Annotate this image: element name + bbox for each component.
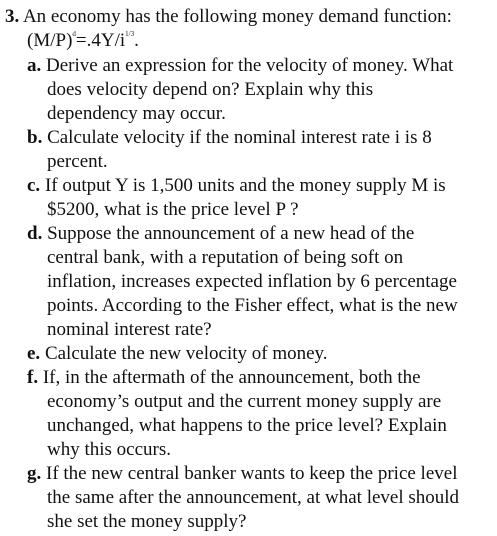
part-c-line-2: $5200, what is the price level P ? [47, 199, 299, 220]
part-f-text: If, in the aftermath of the announcement, both the [42, 367, 421, 388]
part-d-line-3: inflation, increases expected inflation by 6 percentage [47, 271, 457, 292]
part-f-letter: f. [27, 367, 39, 388]
part-g-line-1 [27, 463, 457, 485]
part-c-letter: c. [27, 175, 41, 196]
problem-intro-text: An economy has the following money demand function: [22, 6, 452, 27]
part-d-line-5: nominal interest rate? [47, 319, 212, 340]
problem-number: 3. [5, 6, 20, 27]
part-g-letter: g. [27, 463, 42, 484]
formula-exponent: 1/3 [125, 30, 135, 38]
part-b-letter: b. [27, 127, 43, 148]
part-d-letter: d. [27, 223, 43, 244]
part-f-line-2: economy’s output and the current money supply are [47, 391, 442, 412]
part-a-text: Derive an expression for the velocity of money. What [46, 55, 454, 76]
part-d-line-2: central bank, with a reputation of being soft on [47, 247, 404, 268]
part-e-text: Calculate the new velocity of money. [44, 343, 328, 364]
formula-lhs-superscript: d [72, 30, 76, 38]
money-demand-formula [27, 30, 139, 52]
part-d-line-1 [27, 223, 414, 245]
part-f-line-1 [27, 367, 421, 389]
part-c-line-1 [27, 175, 446, 197]
part-a-letter: a. [27, 55, 42, 76]
part-g-line-3: she set the money supply? [47, 511, 247, 532]
part-b-line-1 [27, 127, 432, 149]
part-e-letter: e. [27, 343, 41, 364]
part-g-line-2: the same after the announcement, at what level should [47, 487, 460, 508]
part-f-line-3: unchanged, what happens to the price level? Explain [47, 415, 447, 436]
problem-intro-line [5, 6, 452, 28]
part-e-line-1 [27, 343, 328, 365]
part-g-text: If the new central banker wants to keep the price level [46, 463, 458, 484]
part-a-line-3: dependency may occur. [47, 103, 226, 124]
part-f-line-4: why this occurs. [47, 439, 172, 460]
part-b-text: Calculate velocity if the nominal interest rate i is 8 [47, 127, 432, 148]
part-d-line-4: points. According to the Fisher effect, what is the new [47, 295, 458, 316]
part-a-line-2: does velocity depend on? Explain why this [47, 79, 374, 100]
part-a-line-1 [27, 55, 453, 77]
formula-end: . [134, 30, 139, 51]
part-d-text: Suppose the announcement of a new head of the [47, 223, 415, 244]
formula-lhs: (M/P) [27, 30, 73, 51]
part-c-text: If output Y is 1,500 units and the money supply M is [44, 175, 446, 196]
part-b-line-2: percent. [47, 151, 108, 172]
formula-mid: =.4Y/i [75, 30, 126, 51]
